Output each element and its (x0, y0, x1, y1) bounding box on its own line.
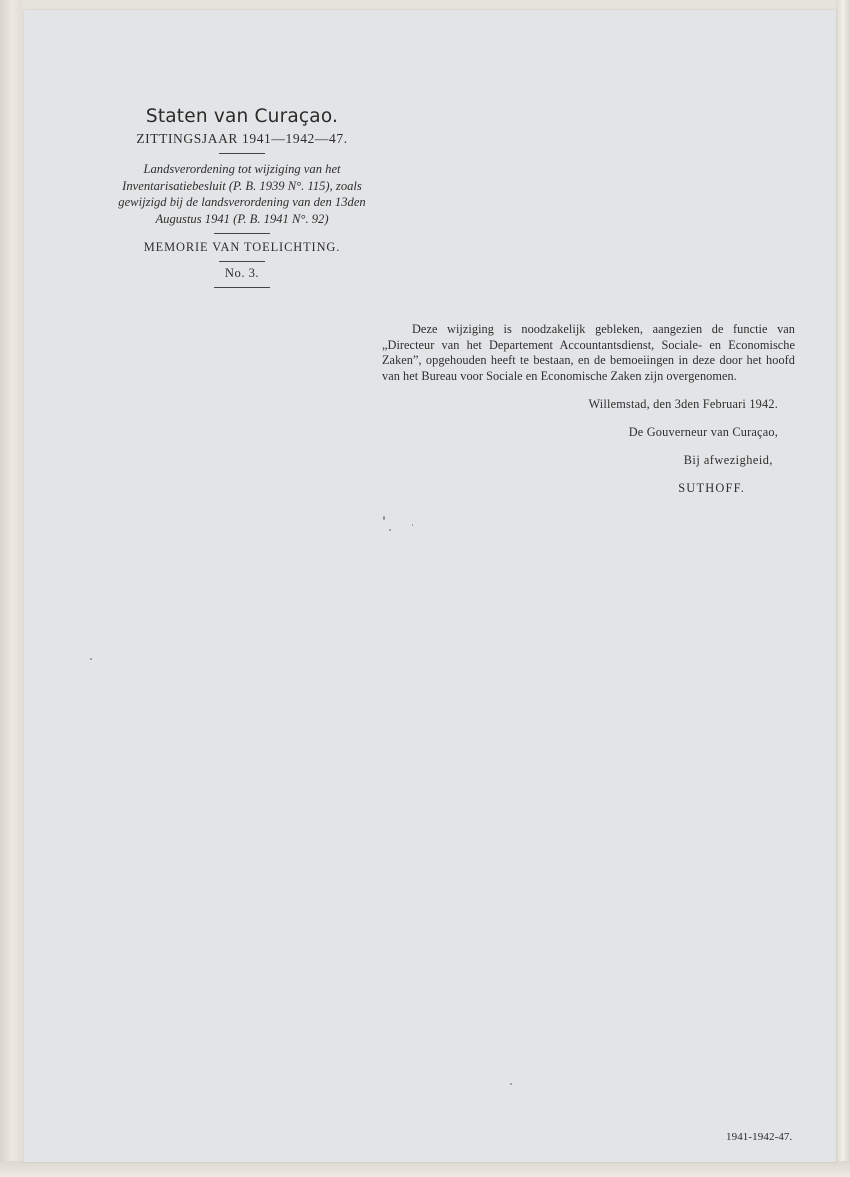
absence-line: Bij afwezigheid, (683, 453, 773, 468)
header-divider (219, 153, 265, 154)
header-divider (219, 261, 265, 262)
header-divider (214, 233, 270, 234)
document-sheet (24, 10, 836, 1162)
governor-line: De Gouverneur van Curaçao, (628, 425, 778, 440)
underlying-page-edge-right (836, 0, 850, 1177)
footer-session-code: 1941-1942-47. (726, 1131, 793, 1143)
assembly-title: Staten van Curaçao. (145, 106, 339, 127)
underlying-page-edge-left (0, 0, 22, 1177)
document-number: No. 3. (224, 266, 260, 280)
memorandum-body (382, 322, 795, 496)
paper-speck (510, 1083, 512, 1085)
session-year: ZITTINGSJAAR 1941—1942—47. (136, 131, 348, 146)
ordinance-subject: Landsverordening tot wijziging van het Inventarisatiebesluit (P. B. 1939 N°. 115), zoals gewijzigd bij de landsverordening van den 13den Augustus 1941 (P. B. 1941 N°. 92) (118, 162, 366, 226)
document-header (84, 106, 400, 288)
document-type: MEMORIE VAN TOELICHTING. (143, 240, 341, 254)
place-and-date: Willemstad, den 3den Februari 1942. (588, 397, 778, 412)
paper-speck (389, 529, 391, 531)
paper-speck (90, 658, 92, 660)
header-divider (214, 287, 270, 288)
underlying-page-edge-bottom (0, 1161, 850, 1177)
paper-speck (383, 516, 385, 520)
explanation-paragraph: Deze wijziging is noodzakelijk gebleken, aangezien de functie van „Directeur van het Departement Accountantsdienst, Sociale- en Economische Zaken”, opgehouden heeft te bestaan, en de bemoeiingen in deze door het hoofd van het Bureau voor Sociale en Economische Zaken zijn overgenomen. (382, 322, 795, 383)
signature-name: SUTHOFF. (678, 481, 745, 496)
paper-speck (412, 524, 413, 526)
